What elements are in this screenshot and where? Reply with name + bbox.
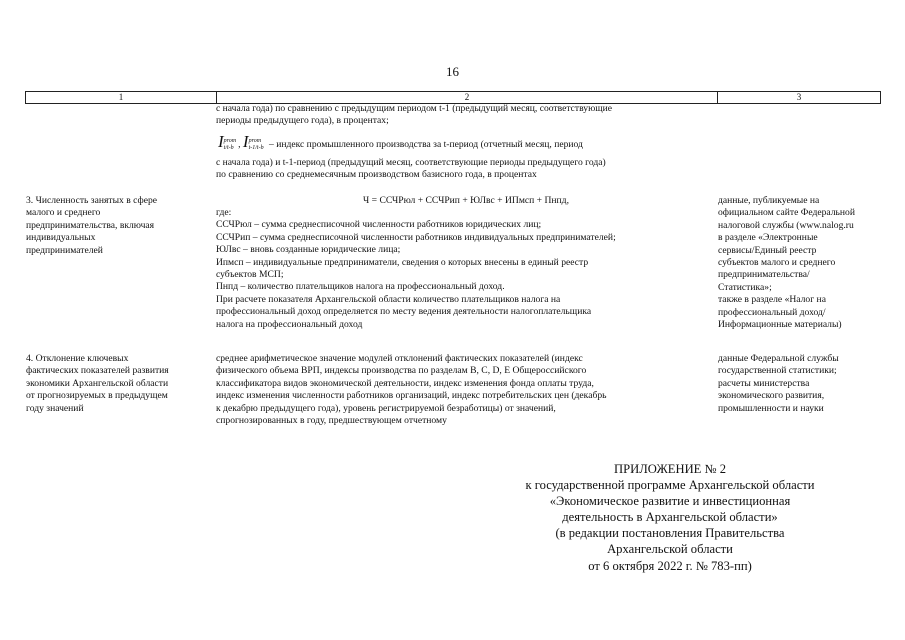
text-line: официальном сайте Федеральной	[718, 207, 855, 219]
text-line: При расчете показателя Архангельской области количество плательщиков налога на	[216, 293, 561, 305]
continuation-text-after	[216, 157, 716, 182]
text-line: экономики Архангельской области	[26, 377, 169, 389]
row4-data-source	[718, 353, 893, 415]
text-line: данные, публикуемые на	[718, 195, 820, 206]
formula-subscript: t/t-b	[223, 144, 234, 151]
text-line: предпринимательства/	[718, 269, 810, 281]
text-line: фактических показателей развития	[26, 365, 169, 377]
row3-data-source	[718, 195, 893, 331]
text-line: предпринимателей	[26, 244, 103, 256]
text-line: промышленности и науки	[718, 402, 824, 414]
page-number: 16	[446, 64, 459, 79]
column-number-2: 2	[464, 92, 470, 102]
text-line: также в разделе «Налог на	[718, 294, 826, 306]
text-line: среднее арифметическое значение модулей отклонений фактических показателей (индекс	[216, 353, 583, 364]
text-line: субъектов МСП;	[216, 269, 284, 281]
text-line: предпринимательства, включая	[26, 219, 155, 231]
appendix-line: «Экономическое развитие и инвестиционная	[549, 494, 791, 509]
formula-superscript: prom	[248, 137, 262, 144]
row3-indicator-name	[26, 195, 214, 257]
text-line: физического объема ВРП, индексы производства по разделам B, C, D, E Общероссийского	[216, 365, 587, 377]
text-line: ЮЛвс – вновь созданные юридические лица;	[216, 244, 401, 256]
text-line: субъектов малого и среднего	[718, 257, 836, 269]
text-line: году значений	[26, 402, 84, 414]
row3-definitions	[216, 207, 716, 331]
row3-formula: Ч = ССЧРюл + ССЧРип + ЮЛвс + ИПмсп + Пнпд,	[363, 195, 569, 206]
column-number-3: 3	[796, 92, 802, 102]
text-line: государственной статистики;	[718, 365, 837, 377]
row4-method	[216, 353, 716, 427]
text-line: 3. Численность занятых в сфере	[26, 195, 158, 206]
text-line: налоговой службы (www.nalog.ru	[718, 219, 854, 231]
text-line: Ипмсп – индивидуальные предприниматели, сведения о которых внесены в единый реестр	[216, 256, 589, 268]
text-line: в разделе «Электронные	[718, 232, 818, 244]
appendix-line: (в редакции постановления Правительства	[555, 526, 785, 541]
text-line: профессиональный доход определяется по месту ведения деятельности налогоплательщика	[216, 306, 592, 318]
formula-subscript: t-1/t-b	[248, 144, 264, 151]
text-line: периоды предыдущего года), в процентах;	[216, 115, 389, 127]
appendix-line: от 6 октября 2022 г. № 783-пп)	[588, 558, 752, 573]
text-line: к декабрю предыдущего года), уровень регистрируемой безработицы) от значений,	[216, 402, 556, 414]
text-line: с начала года) и t-1-период (предыдущий месяц, соответствующие периоды предыдущего года)	[216, 157, 606, 168]
industrial-index-formula: I prom t/t-b , I prom t-1/t-b – индекс промышленного производства за t-период (отчетный месяц, период	[218, 132, 583, 151]
text-line: спрогнозированных в году, предшествующем отчетному	[216, 415, 447, 427]
text-line: ССЧРюл – сумма среднесписочной численности работников юридических лиц;	[216, 219, 542, 231]
text-line: индекс изменения численности работников организаций, индекс потребительских цен (декабрь	[216, 390, 607, 402]
text-line: Статистика»;	[718, 281, 772, 293]
text-line: от прогнозируемых в предыдущем	[26, 390, 168, 402]
text-line: с начала года) по сравнению с предыдущим периодом t-1 (предыдущий месяц, соответствующие	[216, 103, 613, 114]
column-number-1: 1	[118, 92, 124, 102]
continuation-text	[216, 103, 716, 128]
text-line: расчеты министерства	[718, 377, 810, 389]
text-line: налога на профессиональный доход	[216, 318, 363, 330]
formula-description: – индекс промышленного производства за t-период (отчетный месяц, период	[269, 139, 583, 150]
appendix-heading	[470, 461, 870, 574]
appendix-line: к государственной программе Архангельской области	[525, 478, 815, 493]
text-line: по сравнению со среднемесячным производством базисного года, в процентах	[216, 169, 537, 181]
text-line: классификатора видов экономической деятельности, индекс изменения фонда оплаты труда,	[216, 377, 594, 389]
text-line: 4. Отклонение ключевых	[26, 353, 129, 364]
formula-symbol: I	[242, 132, 249, 151]
row4-indicator-name	[26, 353, 214, 415]
text-line: где:	[216, 207, 232, 218]
appendix-line: деятельность в Архангельской области»	[562, 510, 778, 525]
text-line: индивидуальных	[26, 232, 96, 244]
text-line: малого и среднего	[26, 207, 101, 219]
formula-superscript: prom	[223, 137, 237, 144]
text-line: сервисы/Единый реестр	[718, 244, 817, 256]
text-line: профессиональный доход/	[718, 306, 826, 318]
text-line: ССЧРип – сумма среднесписочной численности работников индивидуальных предпринимателей;	[216, 231, 616, 243]
text-line: Пнпд – количество плательщиков налога на профессиональный доход.	[216, 281, 505, 293]
text-line: данные Федеральной службы	[718, 353, 839, 364]
text-line: Информационные материалы)	[718, 319, 842, 331]
appendix-title: ПРИЛОЖЕНИЕ № 2	[614, 462, 726, 476]
formula-symbol: I	[218, 132, 224, 151]
text-line: экономического развития,	[718, 390, 825, 402]
appendix-line: Архангельской области	[607, 542, 733, 557]
